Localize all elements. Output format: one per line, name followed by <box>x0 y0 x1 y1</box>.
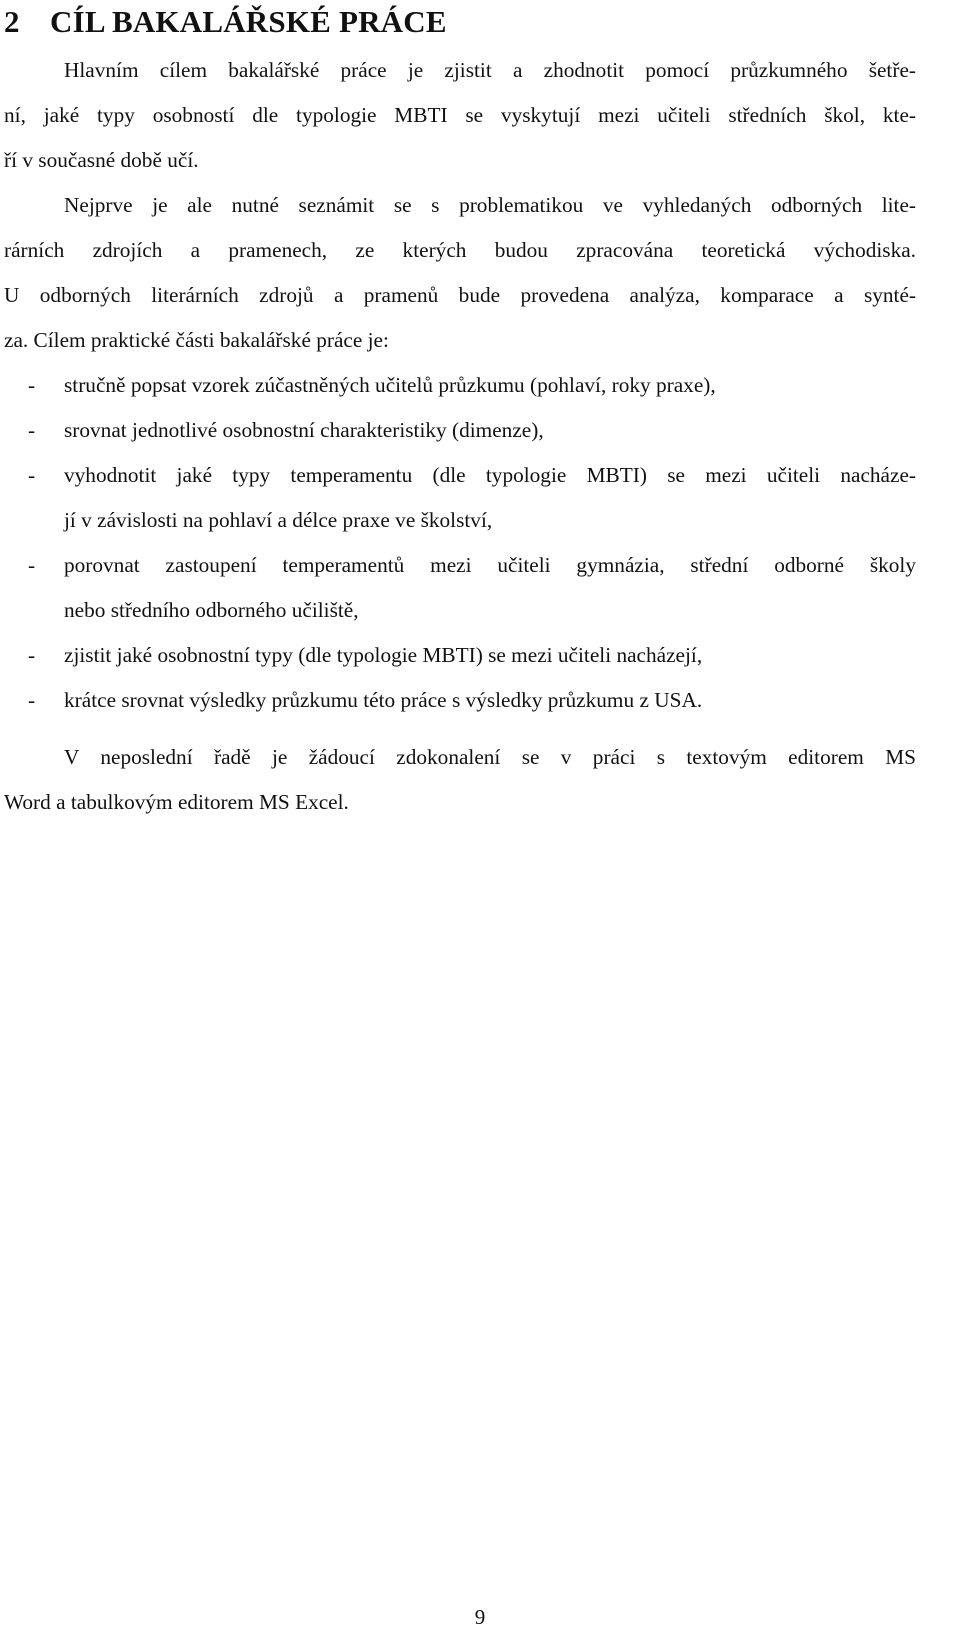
list-marker: - <box>28 418 36 442</box>
paragraph-1-line-2: ní, jaké typy osobností dle typologie MBTI se vyskytují mezi učiteli středních škol, kte- <box>4 103 916 127</box>
paragraph-2-line-4: za. Cílem praktické části bakalářské práce je: <box>4 328 389 352</box>
list-marker: - <box>28 463 36 487</box>
paragraph-1-line-1: Hlavním cílem bakalářské práce je zjistit a zhodnotit pomocí průzkumného šetře- <box>64 58 916 82</box>
list-item-3-line-1: vyhodnotit jaké typy temperamentu (dle typologie MBTI) se mezi učiteli nacháze- <box>64 463 916 487</box>
list-item-4-line-1: porovnat zastoupení temperamentů mezi učiteli gymnázia, střední odborné školy <box>64 553 916 577</box>
paragraph-1-line-3: ří v současné době učí. <box>4 148 199 172</box>
page-number: 9 <box>474 1605 486 1629</box>
list-item-5: zjistit jaké osobnostní typy (dle typologie MBTI) se mezi učiteli nacházejí, <box>64 643 703 667</box>
paragraph-2-line-1: Nejprve je ale nutné seznámit se s problematikou ve vyhledaných odborných lite- <box>64 193 916 217</box>
list-item-3-line-2: jí v závislosti na pohlaví a délce praxe ve školství, <box>64 508 493 532</box>
paragraph-3-line-1: V neposlední řadě je žádoucí zdokonalení se v práci s textovým editorem MS <box>64 745 916 769</box>
list-marker: - <box>28 643 36 667</box>
chapter-number: 2 <box>4 4 20 39</box>
list-item-2: srovnat jednotlivé osobnostní charakteristiky (dimenze), <box>64 418 544 442</box>
chapter-heading <box>4 2 447 42</box>
list-marker: - <box>28 688 36 712</box>
list-marker: - <box>28 553 36 577</box>
paragraph-2-line-2: rárních zdrojích a pramenech, ze kterých budou zpracována teoretická východiska. <box>4 238 916 262</box>
list-item-1: stručně popsat vzorek zúčastněných učitelů průzkumu (pohlaví, roky praxe), <box>64 373 716 397</box>
list-item-4-line-2: nebo středního odborného učiliště, <box>64 598 359 622</box>
chapter-title: CÍL BAKALÁŘSKÉ PRÁCE <box>50 4 447 39</box>
paragraph-2-line-3: U odborných literárních zdrojů a pramenů bude provedena analýza, komparace a synté- <box>4 283 916 307</box>
list-marker: - <box>28 373 36 397</box>
paragraph-3-line-2: Word a tabulkovým editorem MS Excel. <box>4 790 349 814</box>
list-item-6: krátce srovnat výsledky průzkumu této práce s výsledky průzkumu z USA. <box>64 688 703 712</box>
